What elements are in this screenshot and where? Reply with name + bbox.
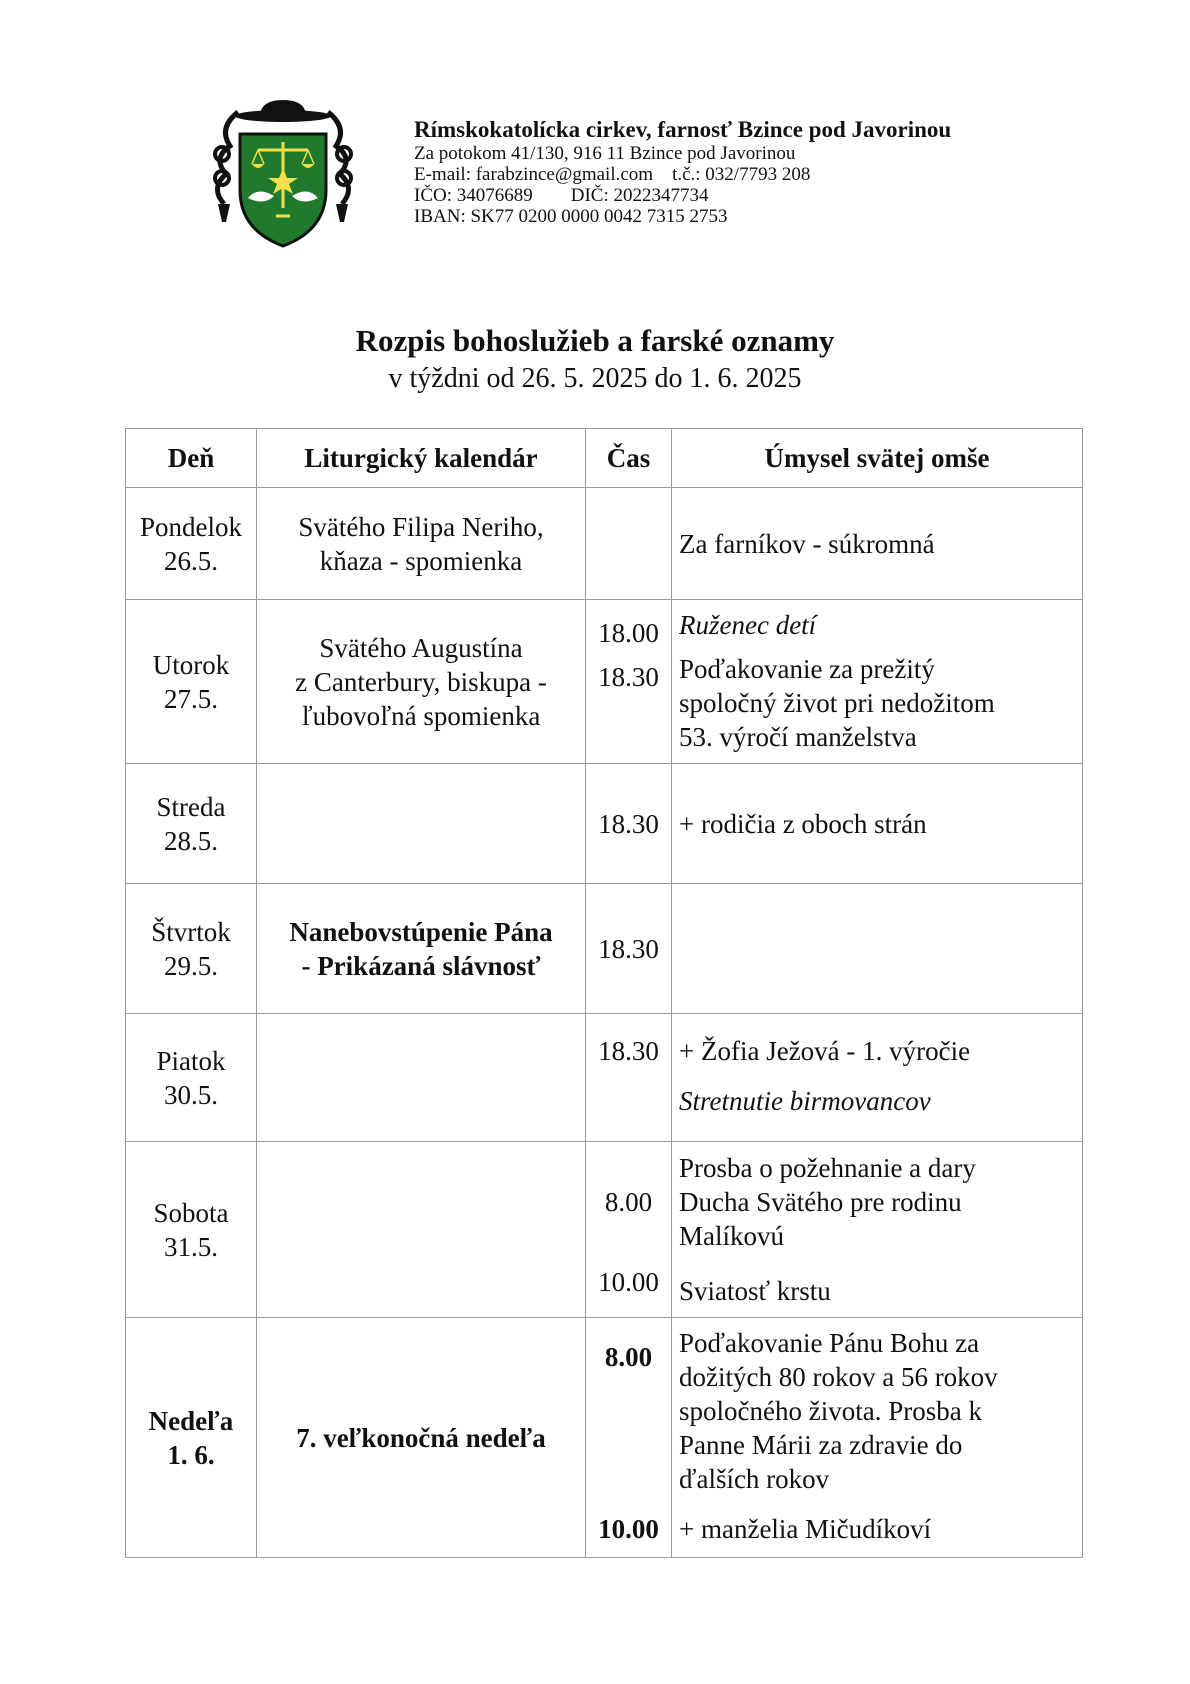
day-name: Streda: [156, 791, 226, 822]
mass-time: 8.00: [604, 1187, 653, 1217]
day-cell: [126, 884, 257, 1014]
intention-cell: [672, 1014, 1083, 1142]
day-date: 1. 6.: [167, 1439, 215, 1470]
day-date: 30.5.: [164, 1079, 218, 1110]
day-date: 26.5.: [164, 545, 218, 576]
coat-of-arms-icon: [208, 98, 358, 250]
liturgical-cell: [257, 884, 586, 1014]
time-cell: [586, 600, 672, 764]
time-cell: [586, 1318, 672, 1558]
parish-phone: t.č.: 032/7793 208: [672, 164, 811, 185]
intention-text: Prosba o požehnanie a dary: [679, 1153, 976, 1183]
intention-cell: [672, 884, 1083, 1014]
liturgical-cell: [257, 1014, 586, 1142]
schedule-table: [125, 428, 1083, 1558]
document-title: [0, 322, 1190, 398]
table-row: [126, 1014, 1083, 1142]
title-main: Rozpis bohoslužieb a farské oznamy: [355, 323, 835, 358]
day-cell: [126, 1318, 257, 1558]
liturgical-line: Svätého Augustína: [319, 632, 523, 663]
liturgical-cell: [257, 600, 586, 764]
mass-time: 18.30: [598, 1036, 659, 1066]
intention-cell: [672, 600, 1083, 764]
day-name: Utorok: [152, 649, 230, 680]
table-row: [126, 600, 1083, 764]
table-header-row: [126, 429, 1083, 488]
day-name: Pondelok: [139, 511, 242, 542]
intention-text: Ducha Svätého pre rodinu: [679, 1187, 962, 1217]
time-cell: [586, 1014, 672, 1142]
table-row: [126, 1142, 1083, 1318]
table-row: [126, 488, 1083, 600]
mass-time: 10.00: [598, 1267, 659, 1297]
intention-text: ďalších rokov: [679, 1464, 830, 1494]
liturgical-line: Svätého Filipa Neriho,: [298, 511, 544, 542]
day-name: Štvrtok: [151, 916, 231, 947]
liturgical-line: ľubovoľná spomienka: [301, 700, 541, 731]
time-cell: [586, 764, 672, 884]
day-cell: [126, 1014, 257, 1142]
day-name: Nedeľa: [148, 1405, 234, 1436]
table-row: [126, 1318, 1083, 1558]
intention-text: Panne Márii za zdravie do: [679, 1430, 963, 1460]
mass-time: 18.30: [598, 662, 659, 692]
mass-time: 8.00: [604, 1342, 653, 1372]
liturgical-cell: [257, 1318, 586, 1558]
day-date: 28.5.: [164, 825, 218, 856]
day-cell: [126, 600, 257, 764]
parish-coat-of-arms: [208, 98, 358, 250]
intention-text: spoločný život pri nedožitom: [679, 688, 995, 718]
liturgical-cell: [257, 764, 586, 884]
liturgical-line: z Canterbury, biskupa -: [295, 666, 547, 697]
intention-text: Poďakovanie Pánu Bohu za: [679, 1328, 980, 1358]
intention-text: 53. výročí manželstva: [679, 722, 917, 752]
intention-text: spoločného života. Prosba k: [679, 1396, 982, 1426]
header-day: Deň: [126, 429, 257, 488]
liturgical-line: - Prikázaná slávnosť: [301, 950, 541, 981]
intention-text: Poďakovanie za prežitý: [679, 654, 935, 684]
intention-text: Malíkovú: [679, 1221, 784, 1251]
intention-text: + Žofia Ježová - 1. výročie: [679, 1036, 971, 1066]
intention-text: dožitých 80 rokov a 56 rokov: [679, 1362, 998, 1392]
title-week: v týždni od 26. 5. 2025 do 1. 6. 2025: [388, 363, 802, 394]
intention-cell: [672, 764, 1083, 884]
parish-iban: IBAN: SK77 0200 0000 0042 7315 2753: [414, 206, 728, 227]
parish-dic: DIČ: 2022347734: [570, 185, 709, 206]
mass-time: 10.00: [598, 1514, 659, 1544]
parish-address: Za potokom 41/130, 916 11 Bzince pod Javorinou: [414, 143, 796, 164]
intention-text: Ruženec detí: [679, 610, 817, 640]
intention-cell: [672, 488, 1083, 600]
day-date: 29.5.: [164, 950, 218, 981]
header-liturgical-calendar: Liturgický kalendár: [257, 429, 586, 488]
day-name: Sobota: [153, 1197, 229, 1228]
mass-time: 18.00: [598, 618, 659, 648]
intention-text: Stretnutie birmovancov: [679, 1086, 931, 1116]
parish-email: E-mail: farabzince@gmail.com: [414, 164, 654, 185]
parish-contact: [414, 164, 951, 185]
table-row: [126, 884, 1083, 1014]
intention-text: Za farníkov - súkromná: [679, 528, 935, 559]
intention-text: + rodičia z oboch strán: [679, 808, 927, 839]
table-row: [126, 764, 1083, 884]
parish-ico: IČO: 34076689: [414, 185, 533, 206]
time-cell: [586, 488, 672, 600]
day-cell: [126, 1142, 257, 1318]
liturgical-line: Nanebovstúpenie Pána: [289, 916, 553, 947]
liturgical-line: 7. veľkonočná nedeľa: [296, 1422, 546, 1453]
liturgical-line: kňaza - spomienka: [319, 545, 523, 576]
mass-time: 18.30: [598, 933, 659, 964]
time-cell: [586, 884, 672, 1014]
header-mass-intention: Úmysel svätej omše: [672, 429, 1083, 488]
day-date: 27.5.: [164, 683, 218, 714]
day-date: 31.5.: [164, 1231, 218, 1262]
day-cell: [126, 764, 257, 884]
time-cell: [586, 1142, 672, 1318]
day-name: Piatok: [156, 1045, 226, 1076]
intention-text: + manželia Mičudíkoví: [679, 1514, 932, 1544]
parish-header: [414, 117, 951, 227]
day-cell: [126, 488, 257, 600]
mass-time: 18.30: [598, 808, 659, 839]
parish-ids: [414, 185, 951, 206]
liturgical-cell: [257, 1142, 586, 1318]
intention-cell: [672, 1318, 1083, 1558]
liturgical-cell: [257, 488, 586, 600]
intention-cell: [672, 1142, 1083, 1318]
parish-name: Rímskokatolícka cirkev, farnosť Bzince pod Javorinou: [414, 117, 952, 142]
intention-text: Sviatosť krstu: [679, 1276, 831, 1306]
header-time: Čas: [586, 429, 672, 488]
